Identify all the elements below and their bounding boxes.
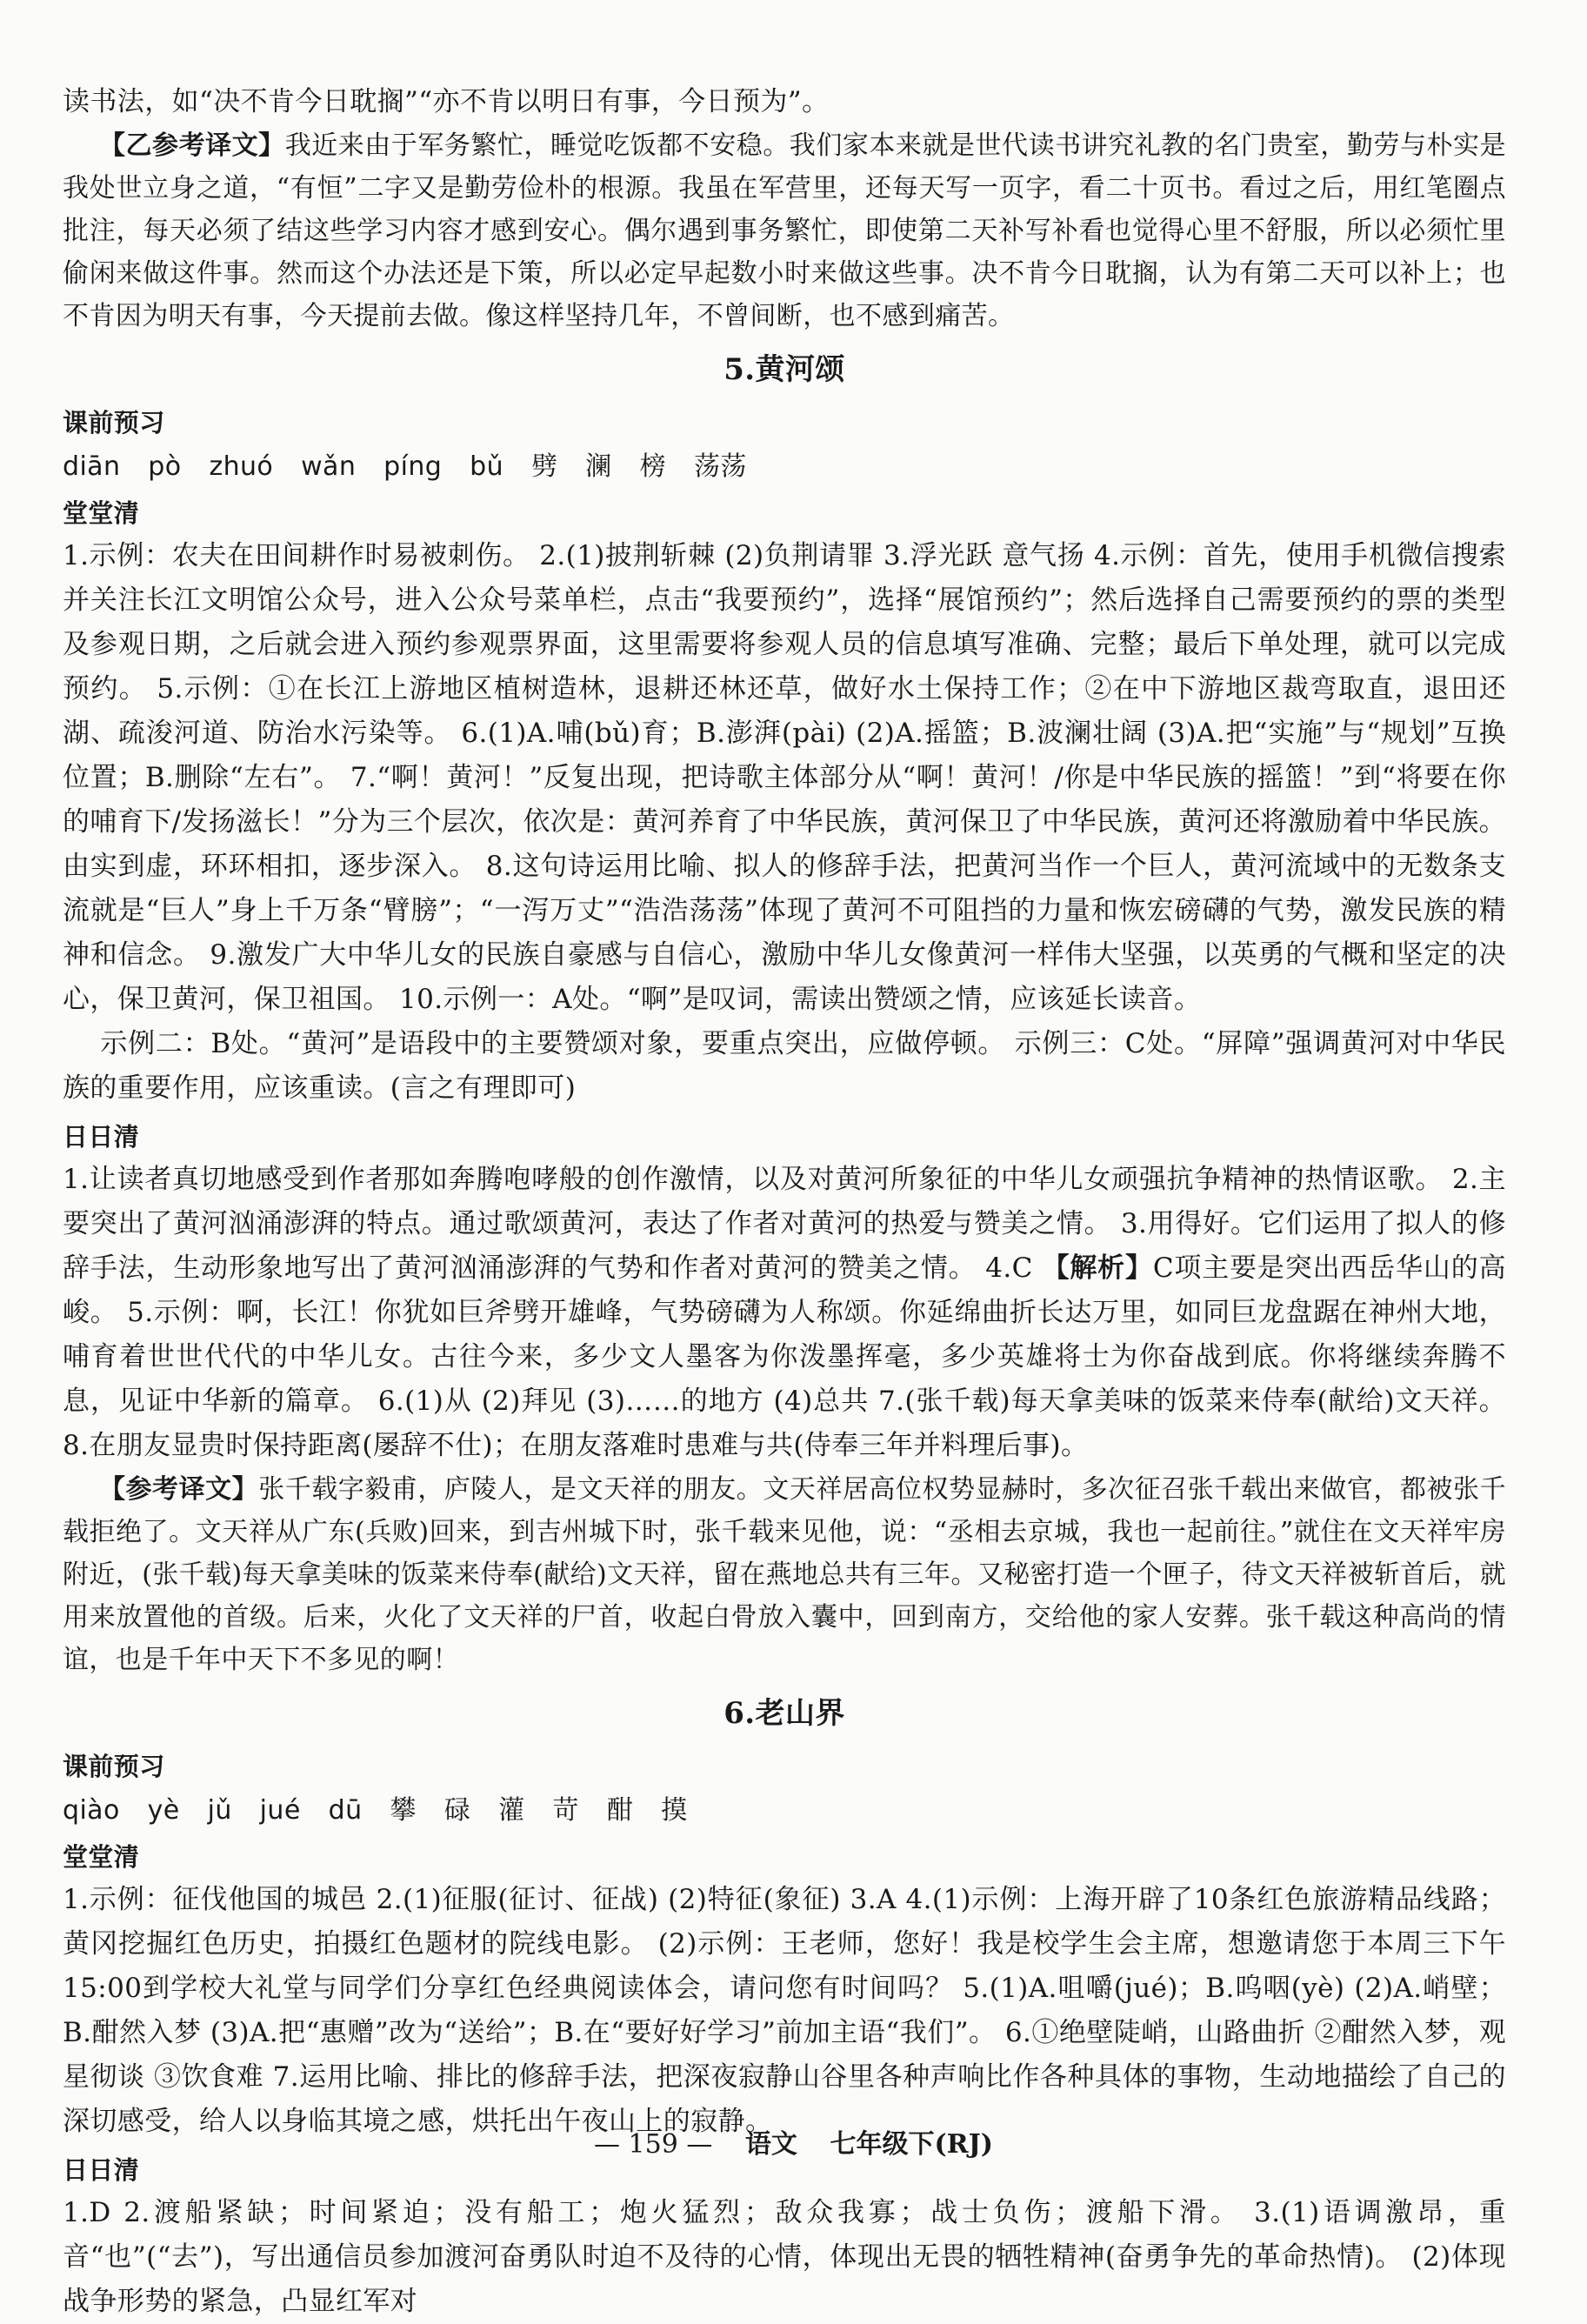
- lesson5-translation-text: 张千载字毅甫，庐陵人，是文天祥的朋友。文天祥居高位权势显赫时，多次征召张千载出来做官，都被张千载拒绝了。文天祥从广东(兵败)回来，到吉州城下时，张千载来见他，说：“丞相去京城，我也一起前往。”就住在文天祥牢房附近，(张千载)每天拿美味的饭菜来侍奉(献给)文天祥，留在燕地总共有三年。又秘密打造一个匣子，待文天祥被斩首后，就用来放置他的首级。后来，火化了文天祥的尸首，收起白骨放入囊中，回到南方，交给他的家人安葬。张千载这种高尚的情谊，也是千年中天下不多见的啊！: [63, 1474, 1506, 1675]
- lesson6-preview-pinyin: qiào yè jǔ jué dū 攀 碌 灌 苛 酣 摸: [63, 1795, 688, 1826]
- lesson5-daily-text: [63, 1158, 1506, 1468]
- lesson5-translation-label: 【参考译文】: [99, 1474, 259, 1505]
- yi-translation: [63, 124, 1506, 337]
- lesson6-title: 6.老山界: [723, 1696, 845, 1731]
- lesson5-daily-heading: 日日清: [63, 1122, 140, 1152]
- yi-translation-label: 【乙参考译文】: [99, 130, 285, 161]
- yi-translation-text: 我近来由于军务繁忙，睡觉吃饭都不安稳。我们家本来就是世代读书讲究礼教的名门贵室，勤劳与朴实是我处世立身之道，“有恒”二字又是勤劳俭朴的根源。我虽在军营里，还每天写一页字，看二十页书。看过之后，用红笔圈点批注，每天必须了结这些学习内容才感到安心。偶尔遇到事务繁忙，即使第二天补写补看也觉得心里不舒服，所以必须忙里偷闲来做这件事。然而这个办法还是下策，所以必定早起数小时来做这些事。决不肯今日耽搁，认为有第二天可以补上；也不肯因为明天有事，今天提前去做。像这样坚持几年，不曾间断，也不感到痛苦。: [63, 130, 1506, 331]
- lesson5-class-text-2: 示例二：B处。“黄河”是语段中的主要赞颂对象，要重点突出，应做停顿。 示例三：C处。“屏障”强调黄河对中华民族的重要作用，应该重读。(言之有理即可): [63, 1028, 1506, 1104]
- intro-tail: 读书法，如“决不肯今日耽搁”“亦不肯以明日有事，今日预为”。: [63, 86, 830, 117]
- lesson5-daily-text-b: C项主要是突出西岳华山的高峻。 5.示例：啊，长江！你犹如巨斧劈开雄峰，气势磅礴为人称颂。你延绵曲折长达万里，如同巨龙盘踞在神州大地，哺育着世世代代的中华儿女。古往今来，多少文人墨客为你泼墨挥毫，多少英雄将士为你奋战到底。你将继续奔腾不息，见证中华新的篇章。 6.(1)从 (2)拜见 (3)……的地方 (4)总共 7.(张千载)每天拿美味的饭菜来侍奉(献给)文天祥。 8.在朋友显贵时保持距离(屡辞不仕)；在朋友落难时患难与共(侍奉三年并料理后事)。: [63, 1252, 1507, 1461]
- analysis-label: 【解析】: [1042, 1252, 1153, 1284]
- page-number: — 159 —: [594, 2129, 713, 2160]
- subject-label: 语文: [744, 2129, 797, 2160]
- grade-label: 七年级下(RJ): [830, 2129, 993, 2160]
- lesson6-preview-heading: 课前预习: [63, 1752, 165, 1781]
- lesson6-daily-text: 1.D 2.渡船紧缺；时间紧迫；没有船工；炮火猛烈；敌众我寡；战士负伤；渡船下滑。 3.(1)语调激昂，重音“也”(“去”)，写出通信员参加渡河奋勇队时迫不及待的心情，体现出无畏的牺牲精神(奋勇争先的革命热情)。 (2)体现战争形势的紧急，凸显红军对: [63, 2197, 1506, 2317]
- lesson5-class-text: 1.示例：农夫在田间耕作时易被刺伤。 2.(1)披荆斩棘 (2)负荆请罪 3.浮光跃 意气扬 4.示例：首先，使用手机微信搜索并关注长江文明馆公众号，进入公众号菜单栏，点击“我要预约”，选择“展馆预约”；然后选择自己需要预约的票的类型及参观日期，之后就会进入预约参观票界面，这里需要将参观人员的信息填写准确、完整；最后下单处理，就可以完成预约。 5.示例：①在长江上游地区植树造林，退耕还林还草，做好水土保持工作；②在中下游地区裁弯取直，退田还湖、疏浚河道、防治水污染等。 6.(1)A.哺(bǔ)育；B.澎湃(pài) (2)A.摇篮；B.波澜壮阔 (3)A.把“实施”与“规划”互换位置；B.删除“左右”。 7.“啊！黄河！”反复出现，把诗歌主体部分从“啊！黄河！/你是中华民族的摇篮！”到“将要在你的哺育下/发扬滋长！”分为三个层次，依次是：黄河养育了中华民族，黄河保卫了中华民族，黄河还将激励着中华民族。由实到虚，环环相扣，逐步深入。 8.这句诗运用比喻、拟人的修辞手法，把黄河当作一个巨人，黄河流域中的无数条支流就是“巨人”身上千万条“臂膀”；“一泻万丈”“浩浩荡荡”体现了黄河不可阻挡的力量和恢宏磅礴的气势，激发民族的精神和信念。 9.激发广大中华儿女的民族自豪感与自信心，激励中华儿女像黄河一样伟大坚强，以英勇的气概和坚定的决心，保卫黄河，保卫祖国。 10.示例一：A处。“啊”是叹词，需读出赞颂之情，应该延长读音。: [63, 540, 1506, 1015]
- page-content: [63, 80, 1506, 2324]
- lesson6-class-heading: 堂堂清: [63, 1842, 140, 1872]
- lesson5-translation: [63, 1468, 1506, 1681]
- lesson5-class-heading: 堂堂清: [63, 498, 140, 528]
- lesson5-preview-heading: 课前预习: [63, 408, 165, 437]
- page-footer: [0, 2127, 1587, 2162]
- lesson5-daily-text-a: 1.让读者真切地感受到作者那如奔腾咆哮般的创作激情，以及对黄河所象征的中华儿女顽强抗争精神的热情讴歌。 2.主要突出了黄河汹涌澎湃的特点。通过歌颂黄河，表达了作者对黄河的热爱与赞美之情。 3.用得好。它们运用了拟人的修辞手法，生动形象地写出了黄河汹涌澎湃的气势和作者对黄河的赞美之情。 4.C: [63, 1164, 1506, 1284]
- lesson6-daily-heading: 日日清: [63, 2155, 140, 2185]
- lesson5-title: 5.黄河颂: [723, 352, 845, 387]
- lesson6-class-text: 1.示例：征伐他国的城邑 2.(1)征服(征讨、征战) (2)特征(象征) 3.A 4.(1)示例：上海开辟了10条红色旅游精品线路；黄冈挖掘红色历史，拍摄红色题材的院线电影。 (2)示例：王老师，您好！我是校学生会主席，想邀请您于本周三下午15:00到学校大礼堂与同学们分享红色经典阅读体会，请问您有时间吗？ 5.(1)A.咀嚼(jué)；B.呜咽(yè) (2)A.峭壁；B.酣然入梦 (3)A.把“惠赠”改为“送给”；B.在“要好好学习”前加主语“我们”。 6.①绝壁陡峭，山路曲折 ②酣然入梦，观星彻谈 ③饮食难 7.运用比喻、排比的修辞手法，把深夜寂静山谷里各种声响比作各种具体的事物，生动地描绘了自己的深切感受，给人以身临其境之感，烘托出午夜山上的寂静。: [63, 1884, 1506, 2137]
- lesson5-preview-pinyin: diān pò zhuó wǎn píng bǔ 劈 澜 榜 荡荡: [63, 451, 747, 482]
